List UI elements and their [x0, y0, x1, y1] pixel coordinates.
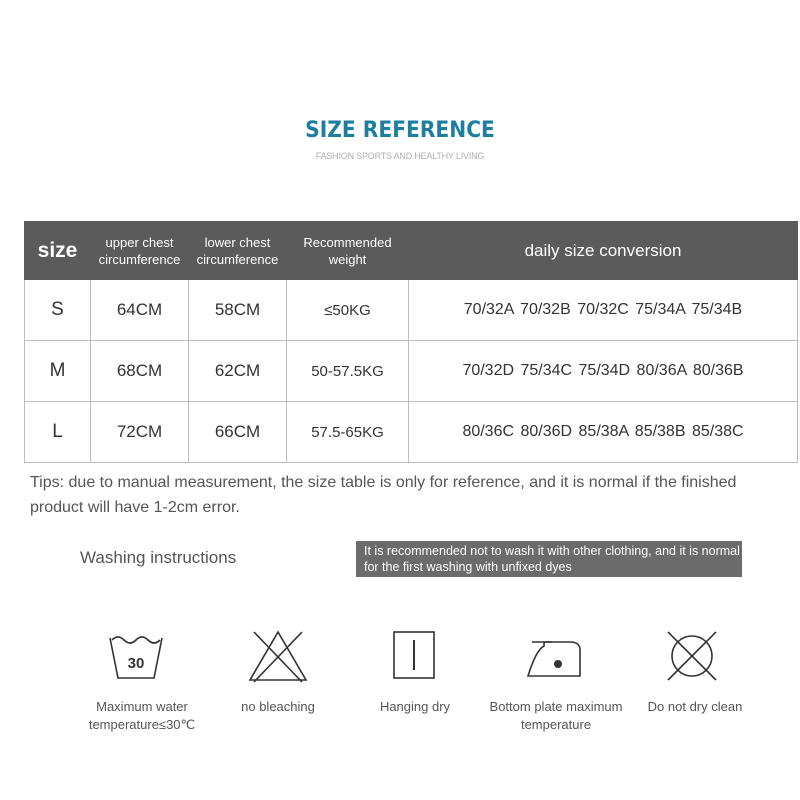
cell-upper-chest: 64CM: [91, 280, 189, 341]
wash-temp: 30: [127, 655, 145, 672]
cell-conversion: 70/32D 75/34C 75/34D 80/36A 80/36B: [409, 341, 798, 402]
header-weight: Recommended weight: [287, 222, 409, 280]
cell-upper-chest: 72CM: [91, 402, 189, 463]
header-lower-chest: lower chest circumference: [189, 222, 287, 280]
no-dry-clean-icon: [660, 628, 724, 684]
cell-conversion: 70/32A 70/32B 70/32C 75/34A 75/34B: [409, 280, 798, 341]
cell-weight: 57.5-65KG: [287, 402, 409, 463]
no-bleach-icon: [246, 628, 310, 684]
table-row: [25, 341, 798, 402]
caption-hang-dry: Hanging dry: [379, 699, 451, 714]
cell-lower-chest: 58CM: [189, 280, 287, 341]
cell-size: L: [25, 402, 91, 463]
header-conversion: daily size conversion: [409, 222, 798, 280]
page-title: SIZE REFERENCE: [305, 118, 495, 143]
washing-label: Washing instructions: [80, 548, 237, 567]
cell-size: S: [25, 280, 91, 341]
header-upper-chest: upper chest circumference: [91, 222, 189, 280]
cell-lower-chest: 66CM: [189, 402, 287, 463]
cell-conversion: 80/36C 80/36D 85/38A 85/38B 85/38C: [409, 402, 798, 463]
cell-size: M: [25, 341, 91, 402]
washing-note: It is recommended not to wash it with other clothing, and it is normal for the first washing with unfixed dyes: [356, 541, 742, 577]
header-size: size: [25, 222, 91, 280]
hang-dry-icon: [382, 628, 446, 684]
cell-weight: 50-57.5KG: [287, 341, 409, 402]
tips-text: Tips: due to manual measurement, the size table is only for reference, and it is normal if the finished product will have 1-2cm error.: [30, 474, 737, 516]
page-subtitle: FASHION SPORTS AND HEALTHY LIVING: [315, 151, 485, 161]
cell-lower-chest: 62CM: [189, 341, 287, 402]
caption-wash: Maximum water temperature≤30℃: [88, 699, 196, 732]
table-row: [25, 402, 798, 463]
cell-upper-chest: 68CM: [91, 341, 189, 402]
iron-icon: [522, 628, 586, 684]
wash-tub-icon: [104, 628, 168, 684]
cell-weight: ≤50KG: [287, 280, 409, 341]
table-row: [25, 280, 798, 341]
caption-no-bleach: no bleaching: [241, 699, 315, 714]
size-table: [24, 221, 798, 463]
caption-no-dry-clean: Do not dry clean: [647, 699, 743, 714]
table-header-row: [25, 222, 798, 280]
caption-iron: Bottom plate maximum temperature: [489, 699, 623, 732]
